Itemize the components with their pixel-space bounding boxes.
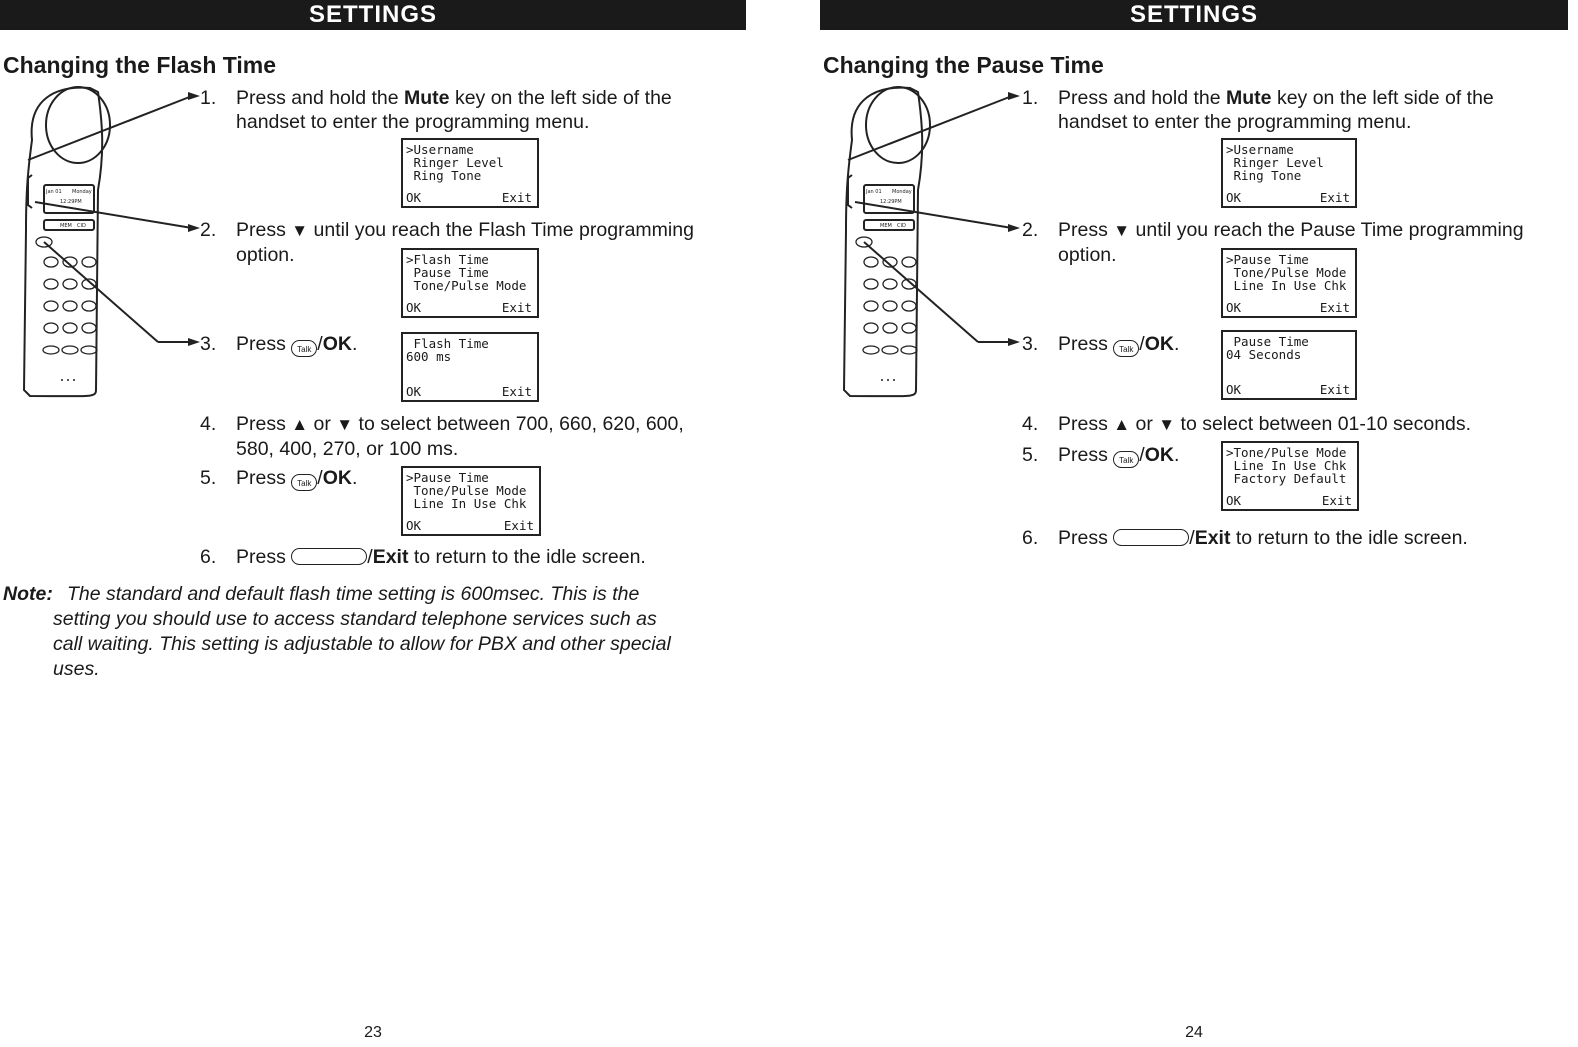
phone-day: Monday: [892, 189, 912, 195]
lcd-menu-1: >Username Ringer Level Ring Tone OK Exit: [1221, 138, 1357, 208]
callout-lines: [820, 80, 1030, 350]
end-key-icon: [1113, 529, 1189, 546]
phone-mem: MEM: [60, 223, 72, 229]
lcd-pause-value: Pause Time 04 Seconds OK Exit: [1221, 330, 1357, 400]
phone-cid: CID: [897, 223, 906, 229]
section-banner: SETTINGS: [820, 0, 1568, 30]
lcd-menu-1: >Username Ringer Level Ring Tone OK Exit: [401, 138, 539, 208]
down-arrow-icon: ▼: [291, 221, 309, 240]
page-left: SETTINGS Changing the Flash Time Jan 01 Monday 12:29PM MEM CID 1. Press and hold the Mute key on the left side of the handset to enter the programming menu. >Username Ringer Level Ring Tone OK Exit 2. Press ▼ until you reach the Flash Time programming option. >Flash Time Pause Time Tone/Pulse Mode OK Exit 3. Press Talk /OK. Flash Time 600 ms OK Exit 4. Press ▲ or ▼ to select between 700, 660, 620, 600, 580, 400, 270, or 100 ms. 5. Press Talk /OK. >Pause Time Tone/Pulse Mode Line In Use Chk OK Exit 6. Press /Exit to return to the idle screen. Note: The standard and default flash time setting is 600msec. This is the setting you should use to access standard telephone services such as call waiting. This setting is adjustable to allow for PBX and other special uses. 23: [0, 0, 760, 1047]
lcd-menu-3: >Tone/Pulse Mode Line In Use Chk Factory Default OK Exit: [1221, 441, 1359, 511]
lcd-flash-value: Flash Time 600 ms OK Exit: [401, 332, 539, 402]
page-number: 23: [364, 1024, 382, 1041]
phone-date: Jan 01: [46, 189, 62, 195]
page-title: Changing the Flash Time: [3, 52, 277, 78]
up-arrow-icon: ▲: [1113, 415, 1131, 434]
phone-day: Monday: [72, 189, 92, 195]
talk-key-icon: Talk: [1113, 340, 1139, 357]
lcd-menu-2: >Flash Time Pause Time Tone/Pulse Mode OK Exit: [401, 248, 539, 318]
section-banner: SETTINGS: [0, 0, 746, 30]
page-number: 24: [1185, 1024, 1203, 1041]
phone-time: 12:29PM: [880, 199, 902, 205]
page-title: Changing the Pause Time: [823, 52, 1104, 78]
phone-mem: MEM: [880, 223, 892, 229]
down-arrow-icon: ▼: [336, 415, 354, 434]
lcd-menu-3: >Pause Time Tone/Pulse Mode Line In Use Chk OK Exit: [401, 466, 541, 536]
page-right: SETTINGS Changing the Pause Time Jan 01 Monday 12:29PM MEM CID 1. Press and hold the Mute key on the left side of the handset to enter the programming menu. >Username Ringer Level Ring Tone OK Exit 2. Press ▼ until you reach the Pause Time programming option. >Pause Time Tone/Pulse Mode Line In Use Chk OK Exit 3. Press Talk /OK. Pause Time 04 Seconds OK Exit 4. Press ▲ or ▼ to select between 01-10 seconds. 5. Press Talk /OK. >Tone/Pulse Mode Line In Use Chk Factory Default OK Exit 6. Press /Exit to return to the idle screen. 24: [820, 0, 1578, 1047]
note-label: Note:: [3, 583, 53, 605]
talk-key-icon: Talk: [291, 340, 317, 357]
down-arrow-icon: ▼: [1158, 415, 1176, 434]
up-arrow-icon: ▲: [291, 415, 309, 434]
down-arrow-icon: ▼: [1113, 221, 1131, 240]
talk-key-icon: Talk: [1113, 451, 1139, 468]
phone-cid: CID: [77, 223, 86, 229]
phone-time: 12:29PM: [60, 199, 82, 205]
talk-key-icon: Talk: [291, 474, 317, 491]
callout-lines: [0, 80, 210, 350]
phone-date: Jan 01: [866, 189, 882, 195]
end-key-icon: [291, 548, 367, 565]
lcd-menu-2: >Pause Time Tone/Pulse Mode Line In Use Chk OK Exit: [1221, 248, 1357, 318]
